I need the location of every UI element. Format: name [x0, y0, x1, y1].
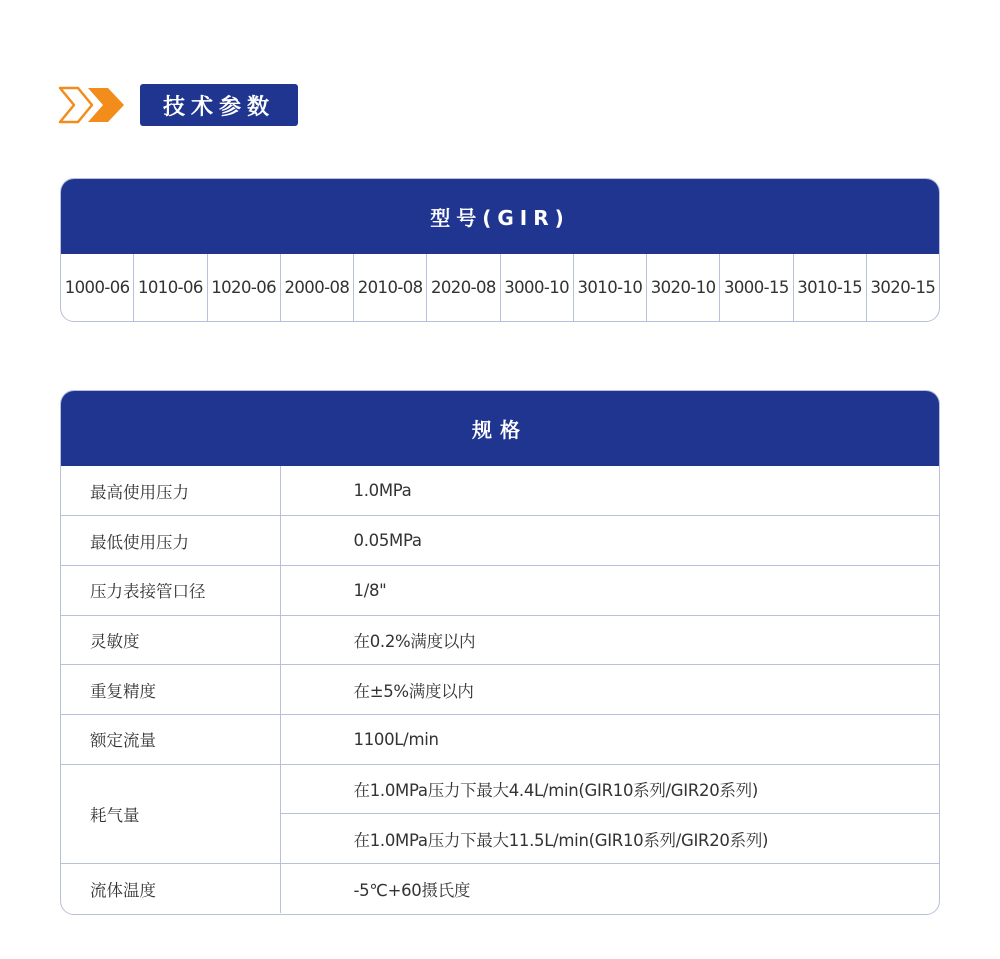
spec-value: 0.05MPa: [280, 516, 939, 566]
model-cell: 2020-08: [427, 254, 500, 321]
model-cell: 3010-15: [794, 254, 867, 321]
spec-value: 在±5%满度以内: [280, 665, 939, 715]
spec-label: 重复精度: [61, 665, 280, 715]
model-cell: 3000-15: [720, 254, 793, 321]
model-cell: 3020-15: [870, 278, 936, 297]
spec-value: -5℃+60摄氏度: [353, 880, 471, 900]
model-cell: 1010-06: [134, 254, 207, 321]
table-row: [61, 764, 939, 814]
spec-table: [60, 390, 940, 915]
spec-label: 灵敏度: [61, 615, 280, 665]
table-row: [61, 714, 939, 764]
spec-label: 压力表接管口径: [61, 565, 280, 615]
model-cell: 3000-10: [501, 254, 574, 321]
table-row: [61, 665, 939, 715]
table-row: [61, 864, 939, 914]
table-row: [61, 516, 939, 566]
spec-label: 流体温度: [61, 864, 280, 914]
table-row: [61, 565, 939, 615]
spec-value: 1100L/min: [280, 714, 939, 764]
table-row: [61, 615, 939, 665]
model-cell: 3010-10: [574, 254, 647, 321]
spec-label: 耗气量: [61, 764, 280, 863]
model-table: [60, 178, 940, 322]
spec-label: 最高使用压力: [61, 466, 280, 516]
model-table-header: 型号(GIR): [61, 179, 939, 254]
model-cell: 2010-08: [354, 254, 427, 321]
table-row: [61, 466, 939, 516]
spec-value: 在1.0MPa压力下最大4.4L/min(GIR10系列/GIR20系列): [280, 764, 939, 814]
spec-value: 在0.2%满度以内: [280, 615, 939, 665]
spec-label: 最低使用压力: [61, 516, 280, 566]
spec-table-header: 规格: [61, 391, 939, 466]
spec-value: 1/8": [280, 565, 939, 615]
model-cell: 1020-06: [208, 254, 281, 321]
model-cell: 2000-08: [281, 254, 354, 321]
spec-rows: [61, 466, 939, 913]
spec-value: 在1.0MPa压力下最大11.5L/min(GIR10系列/GIR20系列): [280, 814, 939, 864]
spec-label: 额定流量: [61, 714, 280, 764]
model-cell: 3020-10: [647, 254, 720, 321]
section-title: 技术参数: [140, 84, 298, 126]
model-cell: 1000-06: [61, 254, 134, 321]
section-header: [58, 84, 298, 126]
spec-value: 1.0MPa: [280, 466, 939, 516]
model-row: [61, 254, 939, 321]
double-chevron-right-icon: [58, 84, 128, 126]
